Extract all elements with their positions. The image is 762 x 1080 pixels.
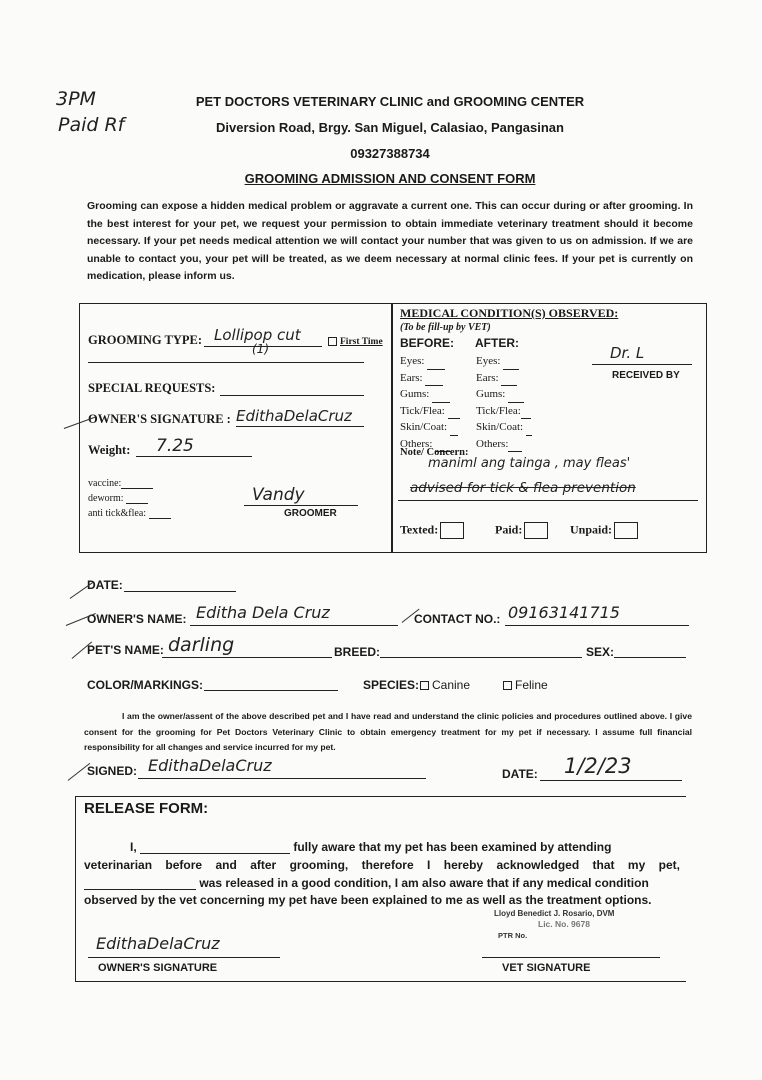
special-requests-label: SPECIAL REQUESTS: bbox=[88, 381, 216, 395]
date-line[interactable] bbox=[124, 591, 236, 592]
row-tick-before: Tick/Flea: bbox=[400, 403, 460, 420]
row-others-after: Others: bbox=[476, 436, 532, 453]
box-divider bbox=[391, 304, 393, 552]
contact-label: CONTACT NO.: bbox=[414, 612, 501, 626]
deworm-label: deworm: bbox=[88, 493, 148, 504]
canine-box[interactable] bbox=[420, 681, 429, 690]
weight-line bbox=[136, 456, 252, 457]
signed-value[interactable]: EdithaDelaCruz bbox=[148, 756, 272, 775]
row-ears-before: Ears: bbox=[400, 370, 460, 387]
release-line-4: observed by the vet concerning my pet have been explained to me as well as the treatment options. bbox=[84, 893, 652, 907]
release-line-2: veterinarian before and after grooming, therefore I hereby acknowledged that my pet, bbox=[84, 858, 680, 872]
vet-stamp bbox=[494, 908, 615, 941]
date-label: DATE: bbox=[87, 578, 123, 592]
after-rows bbox=[476, 353, 532, 452]
row-eyes-before: Eyes: bbox=[400, 353, 460, 370]
received-by-label: RECEIVED BY bbox=[612, 370, 680, 381]
groomer-label: GROOMER bbox=[284, 508, 337, 519]
breed-label: BREED: bbox=[334, 645, 381, 659]
groomer-line bbox=[244, 505, 358, 506]
signed-line bbox=[138, 778, 426, 779]
row-skin-before: Skin/Coat: bbox=[400, 419, 460, 436]
feline-box[interactable] bbox=[503, 681, 512, 690]
received-by-line bbox=[592, 364, 692, 365]
row-others-before: Others: bbox=[400, 436, 460, 453]
paid-box[interactable] bbox=[524, 522, 548, 539]
owner-name-value[interactable]: Editha Dela Cruz bbox=[196, 603, 330, 622]
first-time-checkbox[interactable] bbox=[328, 337, 383, 347]
intro-paragraph: Grooming can expose a hidden medical problem or aggravate a current one. This can occur during or after grooming. In the best interest for your pet, we request your permission to obtain immediate veterinary treatment should it become necessary. If your pet needs medical attention we will contact your number that was given to us on admission. If we are unable to contact you, your pet will be treated, as we deem necessary at normal clinic fees. If your pet is currently on medication, please inform us. bbox=[87, 200, 693, 282]
grooming-type-value[interactable]: Lollipop cut bbox=[214, 326, 301, 344]
owner-name-line bbox=[190, 625, 398, 626]
note-label: Note/ Concern: bbox=[400, 447, 469, 458]
owner-signature-value[interactable]: EdithaDelaCruz bbox=[236, 407, 352, 425]
received-by-value[interactable]: Dr. L bbox=[610, 344, 645, 362]
grooming-type-label: GROOMING TYPE: bbox=[88, 333, 203, 347]
texted-field[interactable]: Texted: bbox=[400, 522, 464, 539]
row-skin-after: Skin/Coat: bbox=[476, 419, 532, 436]
color-line[interactable] bbox=[204, 690, 338, 691]
sex-label: SEX: bbox=[586, 645, 615, 659]
note-line-2[interactable]: advised for tick & flea prevention bbox=[410, 480, 636, 496]
groomer-name[interactable]: Vandy bbox=[252, 485, 305, 505]
vet-signature-label: VET SIGNATURE bbox=[502, 962, 591, 974]
first-time-box[interactable] bbox=[328, 337, 337, 346]
row-ears-after: Ears: bbox=[476, 370, 532, 387]
annotation-time: 3PM bbox=[56, 88, 96, 110]
grooming-type-sub: (1) bbox=[252, 342, 269, 356]
note-underline bbox=[398, 500, 698, 501]
row-tick-after: Tick/Flea: bbox=[476, 403, 532, 420]
release-line-1: I, fully aware that my pet has been examined by attending bbox=[130, 840, 612, 854]
first-time-label: First Time bbox=[340, 337, 383, 347]
stamp-name: Lloyd Benedict J. Rosario, DVM bbox=[494, 909, 615, 918]
clinic-phone: 09327388734 bbox=[350, 146, 430, 161]
paid-field[interactable]: Paid: bbox=[495, 522, 548, 539]
breed-line[interactable] bbox=[380, 657, 582, 658]
signed-date-line bbox=[540, 780, 682, 781]
note-line-1[interactable]: maniml ang tainga , may fleas' bbox=[428, 456, 631, 471]
signed-date-label: DATE: bbox=[502, 767, 538, 781]
release-title: RELEASE FORM: bbox=[84, 800, 209, 817]
antitick-label: anti tick&flea: bbox=[88, 508, 171, 519]
weight-value[interactable]: 7.25 bbox=[156, 436, 194, 456]
grooming-type-line-2 bbox=[88, 362, 364, 363]
row-gums-before: Gums: bbox=[400, 386, 460, 403]
feline-option[interactable]: Feline bbox=[503, 678, 548, 692]
pet-name-label: PET'S NAME: bbox=[87, 643, 164, 657]
annotation-paid: Paid Rf bbox=[58, 114, 125, 136]
color-label: COLOR/MARKINGS: bbox=[87, 678, 203, 692]
unpaid-field[interactable]: Unpaid: bbox=[570, 522, 638, 539]
species-label: SPECIES: bbox=[363, 678, 420, 692]
signed-date-value[interactable]: 1/2/23 bbox=[564, 754, 632, 778]
vet-signature-line[interactable] bbox=[482, 957, 660, 958]
release-owner-signature-line bbox=[88, 957, 280, 958]
vaccine-label: vaccine: bbox=[88, 478, 153, 489]
pet-name-line bbox=[162, 657, 332, 658]
stamp-license: Lic. No. 9678 bbox=[538, 919, 590, 929]
unpaid-box[interactable] bbox=[614, 522, 638, 539]
row-eyes-after: Eyes: bbox=[476, 353, 532, 370]
contact-value[interactable]: 09163141715 bbox=[508, 603, 620, 622]
pet-name-value[interactable]: darling bbox=[168, 634, 235, 656]
before-label: BEFORE: bbox=[400, 336, 454, 350]
medical-subtitle: (To be fill-up by VET) bbox=[400, 322, 491, 333]
before-rows bbox=[400, 353, 460, 452]
release-pet-blank[interactable] bbox=[84, 889, 196, 890]
form-title: GROOMING ADMISSION AND CONSENT FORM bbox=[244, 171, 536, 186]
sex-line[interactable] bbox=[614, 657, 686, 658]
row-gums-after: Gums: bbox=[476, 386, 532, 403]
signed-label: SIGNED: bbox=[87, 764, 138, 778]
stamp-ptr: PTR No. bbox=[498, 931, 528, 940]
canine-option[interactable]: Canine bbox=[420, 678, 470, 692]
after-label: AFTER: bbox=[475, 336, 519, 350]
owner-signature-line bbox=[236, 426, 364, 427]
owner-signature-label: OWNER'S SIGNATURE : bbox=[88, 412, 231, 426]
contact-line bbox=[505, 625, 689, 626]
consent-paragraph: I am the owner/assent of the above described pet and I have read and understand the clinic policies and procedures outlined above. I give consent for the grooming for Pet Doctors Veterinary Clinic to obtain emergency treatment for my pet if necessary. I assume full financial responsibility for all changes and service incurred for my pet. bbox=[84, 711, 692, 752]
medical-title: MEDICAL CONDITION(S) OBSERVED: bbox=[400, 306, 619, 320]
release-line-3: was released in a good condition, I am also aware that if any medical condition bbox=[84, 876, 649, 890]
clinic-name: PET DOCTORS VETERINARY CLINIC and GROOMING CENTER bbox=[195, 94, 585, 109]
release-owner-blank[interactable] bbox=[140, 853, 290, 854]
release-owner-signature-label: OWNER'S SIGNATURE bbox=[98, 962, 218, 974]
weight-label: Weight: bbox=[88, 443, 131, 457]
clinic-address: Diversion Road, Brgy. San Miguel, Calasiao, Pangasinan bbox=[216, 120, 564, 135]
special-requests-line[interactable] bbox=[220, 395, 364, 396]
owner-name-label: OWNER'S NAME: bbox=[87, 612, 187, 626]
texted-box[interactable] bbox=[440, 522, 464, 539]
release-owner-signature-value[interactable]: EdithaDelaCruz bbox=[96, 934, 220, 953]
